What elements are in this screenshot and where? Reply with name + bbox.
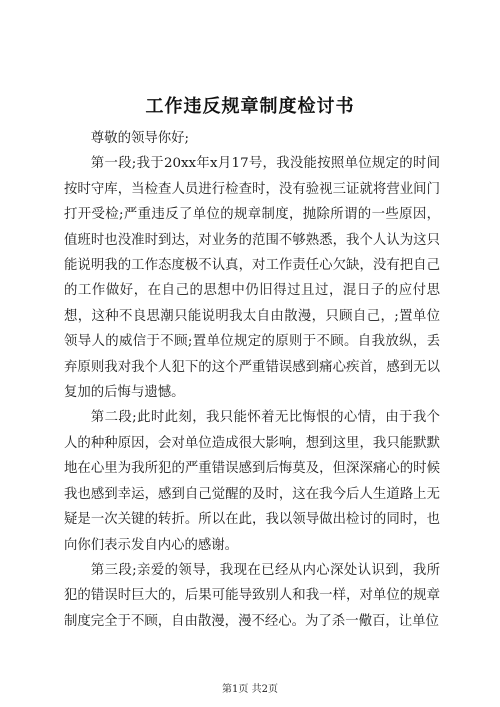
paragraph-3: 第三段;亲爱的领导，我现在已经从内心深处认识到，我所犯的错误时巨大的，后果可能导致别人和我一样，对单位的规章制度完全于不顾，自由散漫，漫不经心。为了杀一儆百，让单位 — [64, 562, 440, 629]
document-body — [64, 126, 440, 634]
paragraph-1: 第一段;我于20xx年x月17号，我没能按照单位规定的时间按时守库，当检查人员进行检查时，没有验视三证就将营业间门打开受检;严重违反了单位的规章制度，抛除所谓的一些原因，值班时也没准时到达，对业务的范围不够熟悉，我个人认为这只能说明我的工作态度极不认真，对工作责任心欠缺，没有把自己的工作做好，在自己的思想中仍旧得过且过，混日子的应付思想，这种不良思潮只能说明我太自由散漫，只顾自己，;置单位领导人的威信于不顾;置单位规定的原则于不顾。自我放纵，丢弃原则我对我个人犯下的这个严重错误感到痛心疾首，感到无以复加的后悔与遗憾。 — [64, 156, 440, 401]
document-title: 工作违反规章制度检讨书 — [145, 96, 355, 117]
paragraph-2: 第二段;此时此刻，我只能怀着无比悔恨的心情，由于我个人的种种原因，会对单位造成很大影响，想到这里，我只能默默地在心里为我所犯的严重错误感到后悔莫及，但深深痛心的时候我也感到幸运，感到自己觉醒的及时，这在我今后人生道路上无疑是一次关键的转折。所以在此，我以领导做出检讨的同时，也向你们表示发自内心的感谢。 — [64, 410, 440, 553]
page-footer: 第1页 共2页 — [222, 684, 278, 695]
greeting-line: 尊敬的领导你好; — [90, 131, 190, 146]
